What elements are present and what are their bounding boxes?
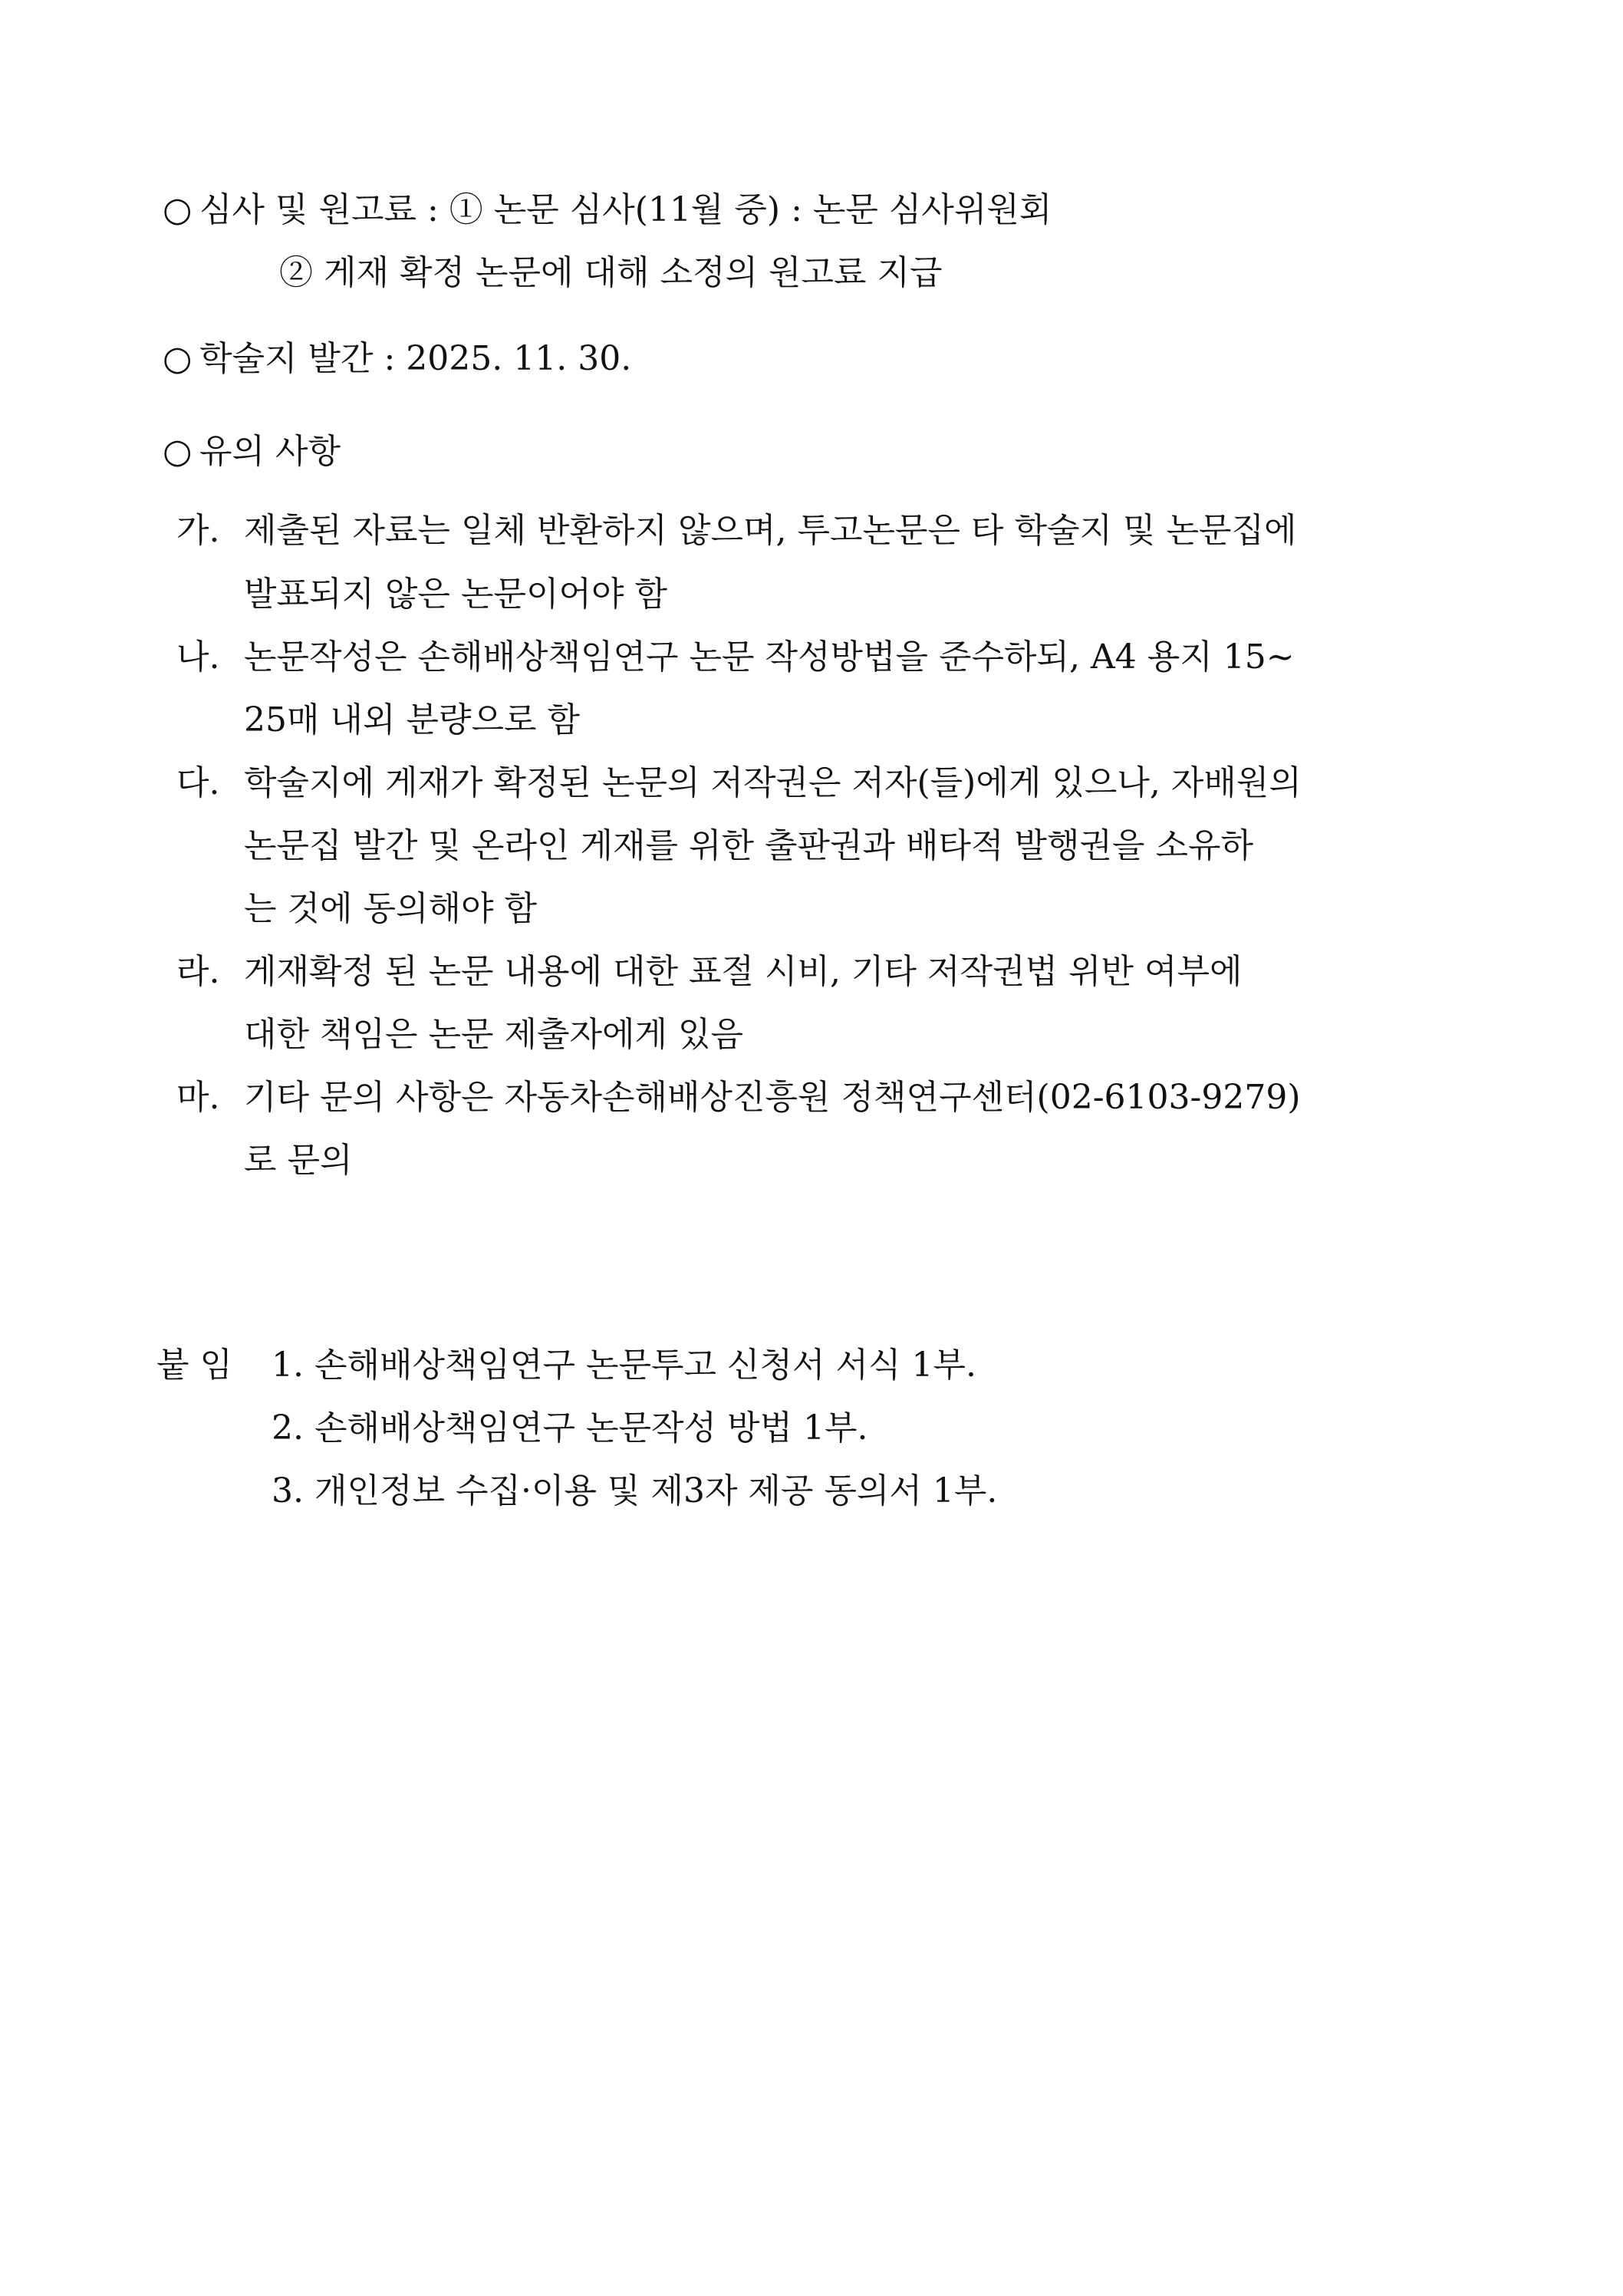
- note-line: 발표되지 않은 논문이어야 함: [244, 575, 668, 614]
- note-item: [176, 511, 1297, 550]
- note-marker: 마.: [176, 1078, 220, 1117]
- note-continuation: [244, 1015, 743, 1054]
- note-item: [176, 763, 1302, 802]
- note-item: [176, 952, 1243, 991]
- note-line: 로 문의: [244, 1141, 353, 1180]
- note-continuation: [244, 826, 1253, 865]
- note-line: 논문작성은 손해배상책임연구 논문 작성방법을 준수하되, A4 용지 15∼: [244, 637, 1295, 677]
- publication-text: 학술지 발간 : 2025. 11. 30.: [199, 339, 632, 378]
- note-item: [176, 1078, 1301, 1117]
- circle-bullet-icon: ○: [163, 432, 193, 471]
- note-continuation: [244, 700, 580, 740]
- note-line: 25매 내외 분량으로 함: [244, 700, 580, 740]
- notes-heading: [163, 432, 341, 471]
- note-marker: 다.: [176, 763, 220, 802]
- note-continuation: [244, 889, 537, 928]
- note-marker: 가.: [176, 511, 220, 550]
- circle-bullet-icon: ○: [163, 190, 193, 229]
- note-continuation: [244, 575, 668, 614]
- attachment-item: 2. 손해배상책임연구 논문작성 방법 1부.: [272, 1408, 868, 1448]
- circle-bullet-icon: ○: [163, 339, 193, 378]
- review-line-1: [163, 190, 1052, 229]
- publication-line: [163, 339, 632, 378]
- review-text: 심사 및 원고료 : ① 논문 심사(11월 중) : 논문 심사위원회: [199, 190, 1052, 229]
- notes-heading-text: 유의 사항: [199, 432, 341, 471]
- note-line: 는 것에 동의해야 함: [244, 889, 537, 928]
- review-line-2: [279, 253, 943, 292]
- review-text-2: ② 게재 확정 논문에 대해 소정의 원고료 지급: [279, 253, 943, 292]
- note-marker: 나.: [176, 637, 220, 677]
- note-item: [176, 637, 1295, 677]
- attachments-line-2: [272, 1408, 868, 1448]
- attachments-label: 붙 임: [156, 1346, 232, 1385]
- note-line: 대한 책임은 논문 제출자에게 있음: [244, 1015, 743, 1054]
- attachments-line-3: [272, 1471, 998, 1510]
- note-line: 제출된 자료는 일체 반환하지 않으며, 투고논문은 타 학술지 및 논문집에: [244, 511, 1297, 550]
- attachments-line-1: [156, 1346, 976, 1385]
- note-marker: 라.: [176, 952, 220, 991]
- note-continuation: [244, 1141, 353, 1180]
- note-line: 학술지에 게재가 확정된 논문의 저작권은 저자(들)에게 있으나, 자배원의: [244, 763, 1302, 802]
- note-line: 기타 문의 사항은 자동차손해배상진흥원 정책연구센터(02-6103-9279): [244, 1078, 1301, 1117]
- note-line: 논문집 발간 및 온라인 게재를 위한 출판권과 배타적 발행권을 소유하: [244, 826, 1253, 865]
- attachment-item: 1. 손해배상책임연구 논문투고 신청서 서식 1부.: [272, 1346, 976, 1385]
- note-line: 게재확정 된 논문 내용에 대한 표절 시비, 기타 저작권법 위반 여부에: [244, 952, 1243, 991]
- attachment-item: 3. 개인정보 수집·이용 및 제3자 제공 동의서 1부.: [272, 1471, 998, 1510]
